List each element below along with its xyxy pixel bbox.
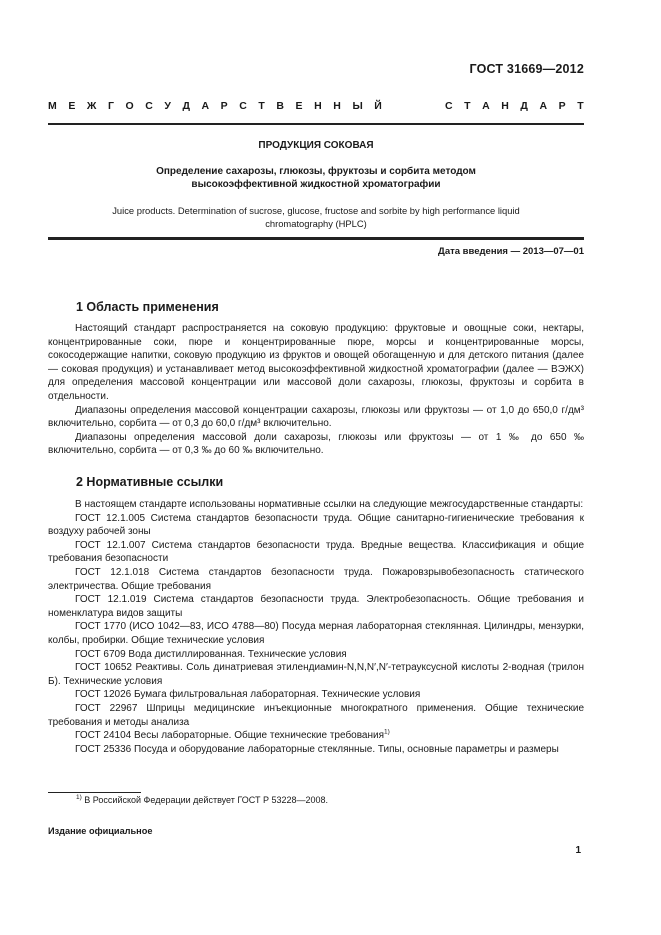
section-2-body	[48, 498, 584, 756]
banner-letter: Т	[258, 100, 265, 112]
banner-letter: Й	[374, 100, 382, 112]
banner-letter: А	[482, 100, 490, 112]
footnote-ref: 1)	[384, 728, 390, 736]
bottom-rule	[48, 237, 584, 240]
section-1-paragraph: Диапазоны определения массовой концентрации сахарозы, глюкозы или фруктозы — от 1,0 до 650,0 г/дм³ включительно, сорбита — от 0,3 до 60,0 г/дм³ включительно.	[48, 404, 584, 430]
banner-letter: А	[539, 100, 548, 112]
reference-item: ГОСТ 25336 Посуда и оборудование лабораторные стеклянные. Типы, основные параметры и размеры	[75, 743, 559, 755]
banner-letter: О	[125, 100, 134, 112]
banner-letter: Е	[295, 100, 303, 112]
interstate-standard-banner	[48, 100, 584, 112]
reference-item: ГОСТ 12.1.007 Система стандартов безопасности труда. Вредные вещества. Классификация и общие требования безопасности	[48, 539, 584, 565]
english-title	[48, 204, 584, 230]
section-1-paragraph: Диапазоны определения массовой доли сахарозы, глюкозы или фруктозы — от 1 ‰ до 650 ‰ включительно, сорбита — от 0,3 ‰ до 60 ‰ включительно.	[48, 431, 584, 457]
banner-letter: Д	[520, 100, 528, 112]
banner-letter: Д	[182, 100, 190, 112]
reference-item: ГОСТ 12.1.005 Система стандартов безопасности труда. Общие санитарно-гигиенические требования к воздуху рабочей зоны	[48, 512, 584, 538]
banner-letter: А	[201, 100, 210, 112]
reference-item: ГОСТ 22967 Шприцы медицинские инъекционные многократного применения. Общие технические требования и методы анализа	[48, 702, 584, 728]
reference-item	[48, 729, 584, 743]
banner-letter: С	[145, 100, 153, 112]
banner-letter: У	[164, 100, 171, 112]
page-number: 1	[575, 845, 581, 856]
section-1-body	[48, 322, 584, 458]
footnote-separator	[48, 792, 141, 793]
english-title-line-1: Juice products. Determination of sucrose, glucose, fructose and sorbite by high performance liquid	[112, 205, 520, 216]
reference-item: ГОСТ 6709 Вода дистиллированная. Технические условия	[75, 648, 347, 660]
english-title-line-2: chromatography (HPLC)	[265, 218, 367, 229]
footnote-marker: 1)	[76, 794, 82, 801]
section-1-heading: 1 Область применения	[76, 300, 219, 314]
banner-letter: С	[444, 100, 453, 112]
banner-gap	[393, 100, 433, 112]
reference-item: ГОСТ 12.1.019 Система стандартов безопасности труда. Электробезопасность. Общие требования и номенклатура видов защиты	[48, 594, 584, 619]
standard-number: ГОСТ 31669—2012	[469, 62, 584, 76]
banner-letter: Ы	[352, 100, 363, 112]
banner-letter: Е	[68, 100, 76, 112]
reference-item: ГОСТ 1770 (ИСО 1042—83, ИСО 4788—80) Посуда мерная лабораторная стеклянная. Цилиндры, мензурки, колбы, пробирки. Общие технические условия	[48, 621, 584, 646]
banner-letter: В	[276, 100, 284, 112]
section-2-paragraph: В настоящем стандарте использованы нормативные ссылки на следующие межгосударственные стандарты:	[75, 499, 584, 510]
banner-letter: Н	[333, 100, 341, 112]
section-1-paragraph: Настоящий стандарт распространяется на соковую продукцию: фруктовые и овощные соки, нектары, концентрированные соки, пюре и концентрированные пюре, морсы и концентрированные морсы, сокосодержащие напитки, соковую продукцию из фруктов и овощей обогащенную и для детского питания (далее — соковая продукция) и устанавливает метод высокоэффективной жидкостной хроматографии (далее — ВЭЖХ) для определения массовой концентрации или массовой доли сахарозы, глюкозы, фруктозы и сорбита в отдельности.	[48, 323, 584, 402]
banner-letter: Н	[314, 100, 322, 112]
banner-letter: Г	[107, 100, 114, 112]
subtitle-line-2: высокоэффективной жидкостной хроматографии	[191, 179, 441, 190]
document-subtitle	[48, 165, 584, 191]
banner-letter: Р	[220, 100, 228, 112]
top-rule	[48, 123, 584, 125]
reference-item: ГОСТ 12026 Бумага фильтровальная лабораторная. Технические условия	[75, 689, 421, 701]
banner-letter: С	[239, 100, 247, 112]
banner-letter: Т	[577, 100, 584, 112]
official-edition-label: Издание официальное	[48, 826, 153, 836]
banner-letter: Р	[558, 100, 566, 112]
reference-text: ГОСТ 24104 Весы лабораторные. Общие технические требования	[75, 730, 385, 742]
document-title: ПРОДУКЦИЯ СОКОВАЯ	[258, 140, 374, 151]
reference-item: ГОСТ 10652 Реактивы. Соль динатриевая этилендиамин-N,N,N′,N′-тетрауксусной кислоты 2-водная (трилон Б). Технические условия	[48, 662, 584, 687]
banner-letter: Н	[501, 100, 509, 112]
reference-item: ГОСТ 12.1.018 Система стандартов безопасности труда. Пожаровзрывобезопасность статического электричества. Общие требования	[48, 566, 584, 592]
banner-letter: Ж	[86, 100, 97, 112]
footnote	[76, 795, 328, 805]
banner-letter: М	[48, 100, 57, 112]
footnote-text: В Российской Федерации действует ГОСТ Р 53228—2008.	[84, 795, 329, 805]
section-2-heading: 2 Нормативные ссылки	[76, 475, 224, 489]
subtitle-line-1: Определение сахарозы, глюкозы, фруктозы и сорбита методом	[156, 166, 476, 177]
banner-letter: Т	[464, 100, 471, 112]
introduction-date: Дата введения — 2013—07—01	[438, 246, 584, 257]
